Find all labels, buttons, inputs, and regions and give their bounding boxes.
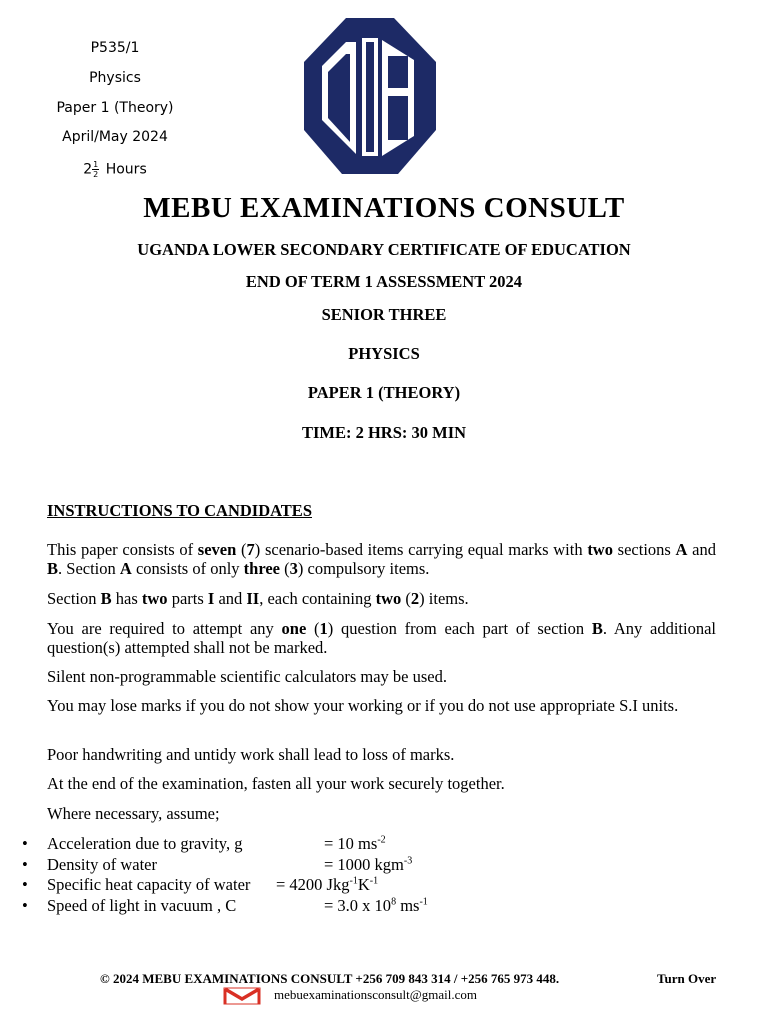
constant-density: • Density of water = 1000 kgm$^{-3}$ — [22, 854, 413, 874]
bullet-icon: • — [22, 854, 28, 874]
instruction-p3: You are required to attempt any one (1) question from each part of section B. Any additional question(s) attempted shall not be marked. — [47, 619, 716, 657]
certificate-title: UGANDA LOWER SECONDARY CERTIFICATE OF EDUCATION — [137, 240, 631, 259]
mebu-logo — [302, 16, 438, 176]
assessment-title: END OF TERM 1 ASSESSMENT 2024 — [245, 272, 523, 291]
org-name: MEBU EXAMINATIONS CONSULT — [143, 192, 625, 224]
constant-specific-heat: • Specific heat capacity of water = 4200 $Jkg^{-1}K^{-1}$ — [22, 875, 379, 894]
instruction-p5: You may lose marks if you do not show your working or if you do not use appropriate S.I units. — [47, 696, 679, 715]
constant-speed-of-light: • Speed of light in vacuum , C = 3.0 x $10^8$ $ms^{-1}$ — [22, 895, 428, 915]
meta-subject: Physics — [89, 70, 141, 86]
paper-code: P535/1 — [90, 40, 140, 56]
gmail-icon — [222, 986, 262, 1006]
constants-list — [22, 834, 722, 916]
instruction-p4: Silent non-programmable scientific calculators may be used. — [47, 667, 447, 686]
duration-denominator: 2 — [93, 170, 99, 179]
duration-fraction — [92, 160, 99, 179]
class-title: SENIOR THREE — [321, 305, 447, 324]
subject-title: PHYSICS — [348, 344, 420, 363]
duration-numerator: 1 — [93, 160, 99, 169]
meta-date: April/May 2024 — [62, 129, 168, 145]
bullet-icon: • — [22, 834, 28, 853]
instruction-p1: This paper consists of seven (7) scenario-based items carrying equal marks with two sections A and B. Section A consists of only three (3) compulsory items. — [47, 540, 716, 578]
turn-over-label: Turn Over — [657, 971, 717, 986]
footer-copyright: © 2024 MEBU EXAMINATIONS CONSULT +256 709 843 314 / +256 765 973 448. — [100, 971, 560, 986]
meta-paper: Paper 1 (Theory) — [56, 100, 174, 116]
duration-whole: 2 — [83, 161, 93, 178]
instruction-p6: Poor handwriting and untidy work shall lead to loss of marks. — [47, 745, 455, 764]
bullet-icon: • — [22, 875, 28, 894]
constant-gravity: • Acceleration due to gravity, g = 10 $ms^{-2}$ — [22, 834, 386, 853]
meta-duration — [40, 160, 190, 179]
instruction-p7: At the end of the examination, fasten all your work securely together. — [47, 774, 505, 793]
instruction-p2: Section B has two parts I and II, each containing two (2) items. — [47, 589, 469, 608]
time-title: TIME: 2 HRS: 30 MIN — [301, 423, 467, 442]
bullet-icon: • — [22, 895, 28, 915]
footer-email[interactable]: mebuexaminationsconsult@gmail.com — [274, 987, 477, 1002]
instructions-title: INSTRUCTIONS TO CANDIDATES — [47, 501, 312, 520]
paper-title: PAPER 1 (THEORY) — [307, 383, 461, 402]
duration-unit: Hours — [105, 161, 147, 178]
instruction-p8: Where necessary, assume; — [47, 804, 220, 823]
